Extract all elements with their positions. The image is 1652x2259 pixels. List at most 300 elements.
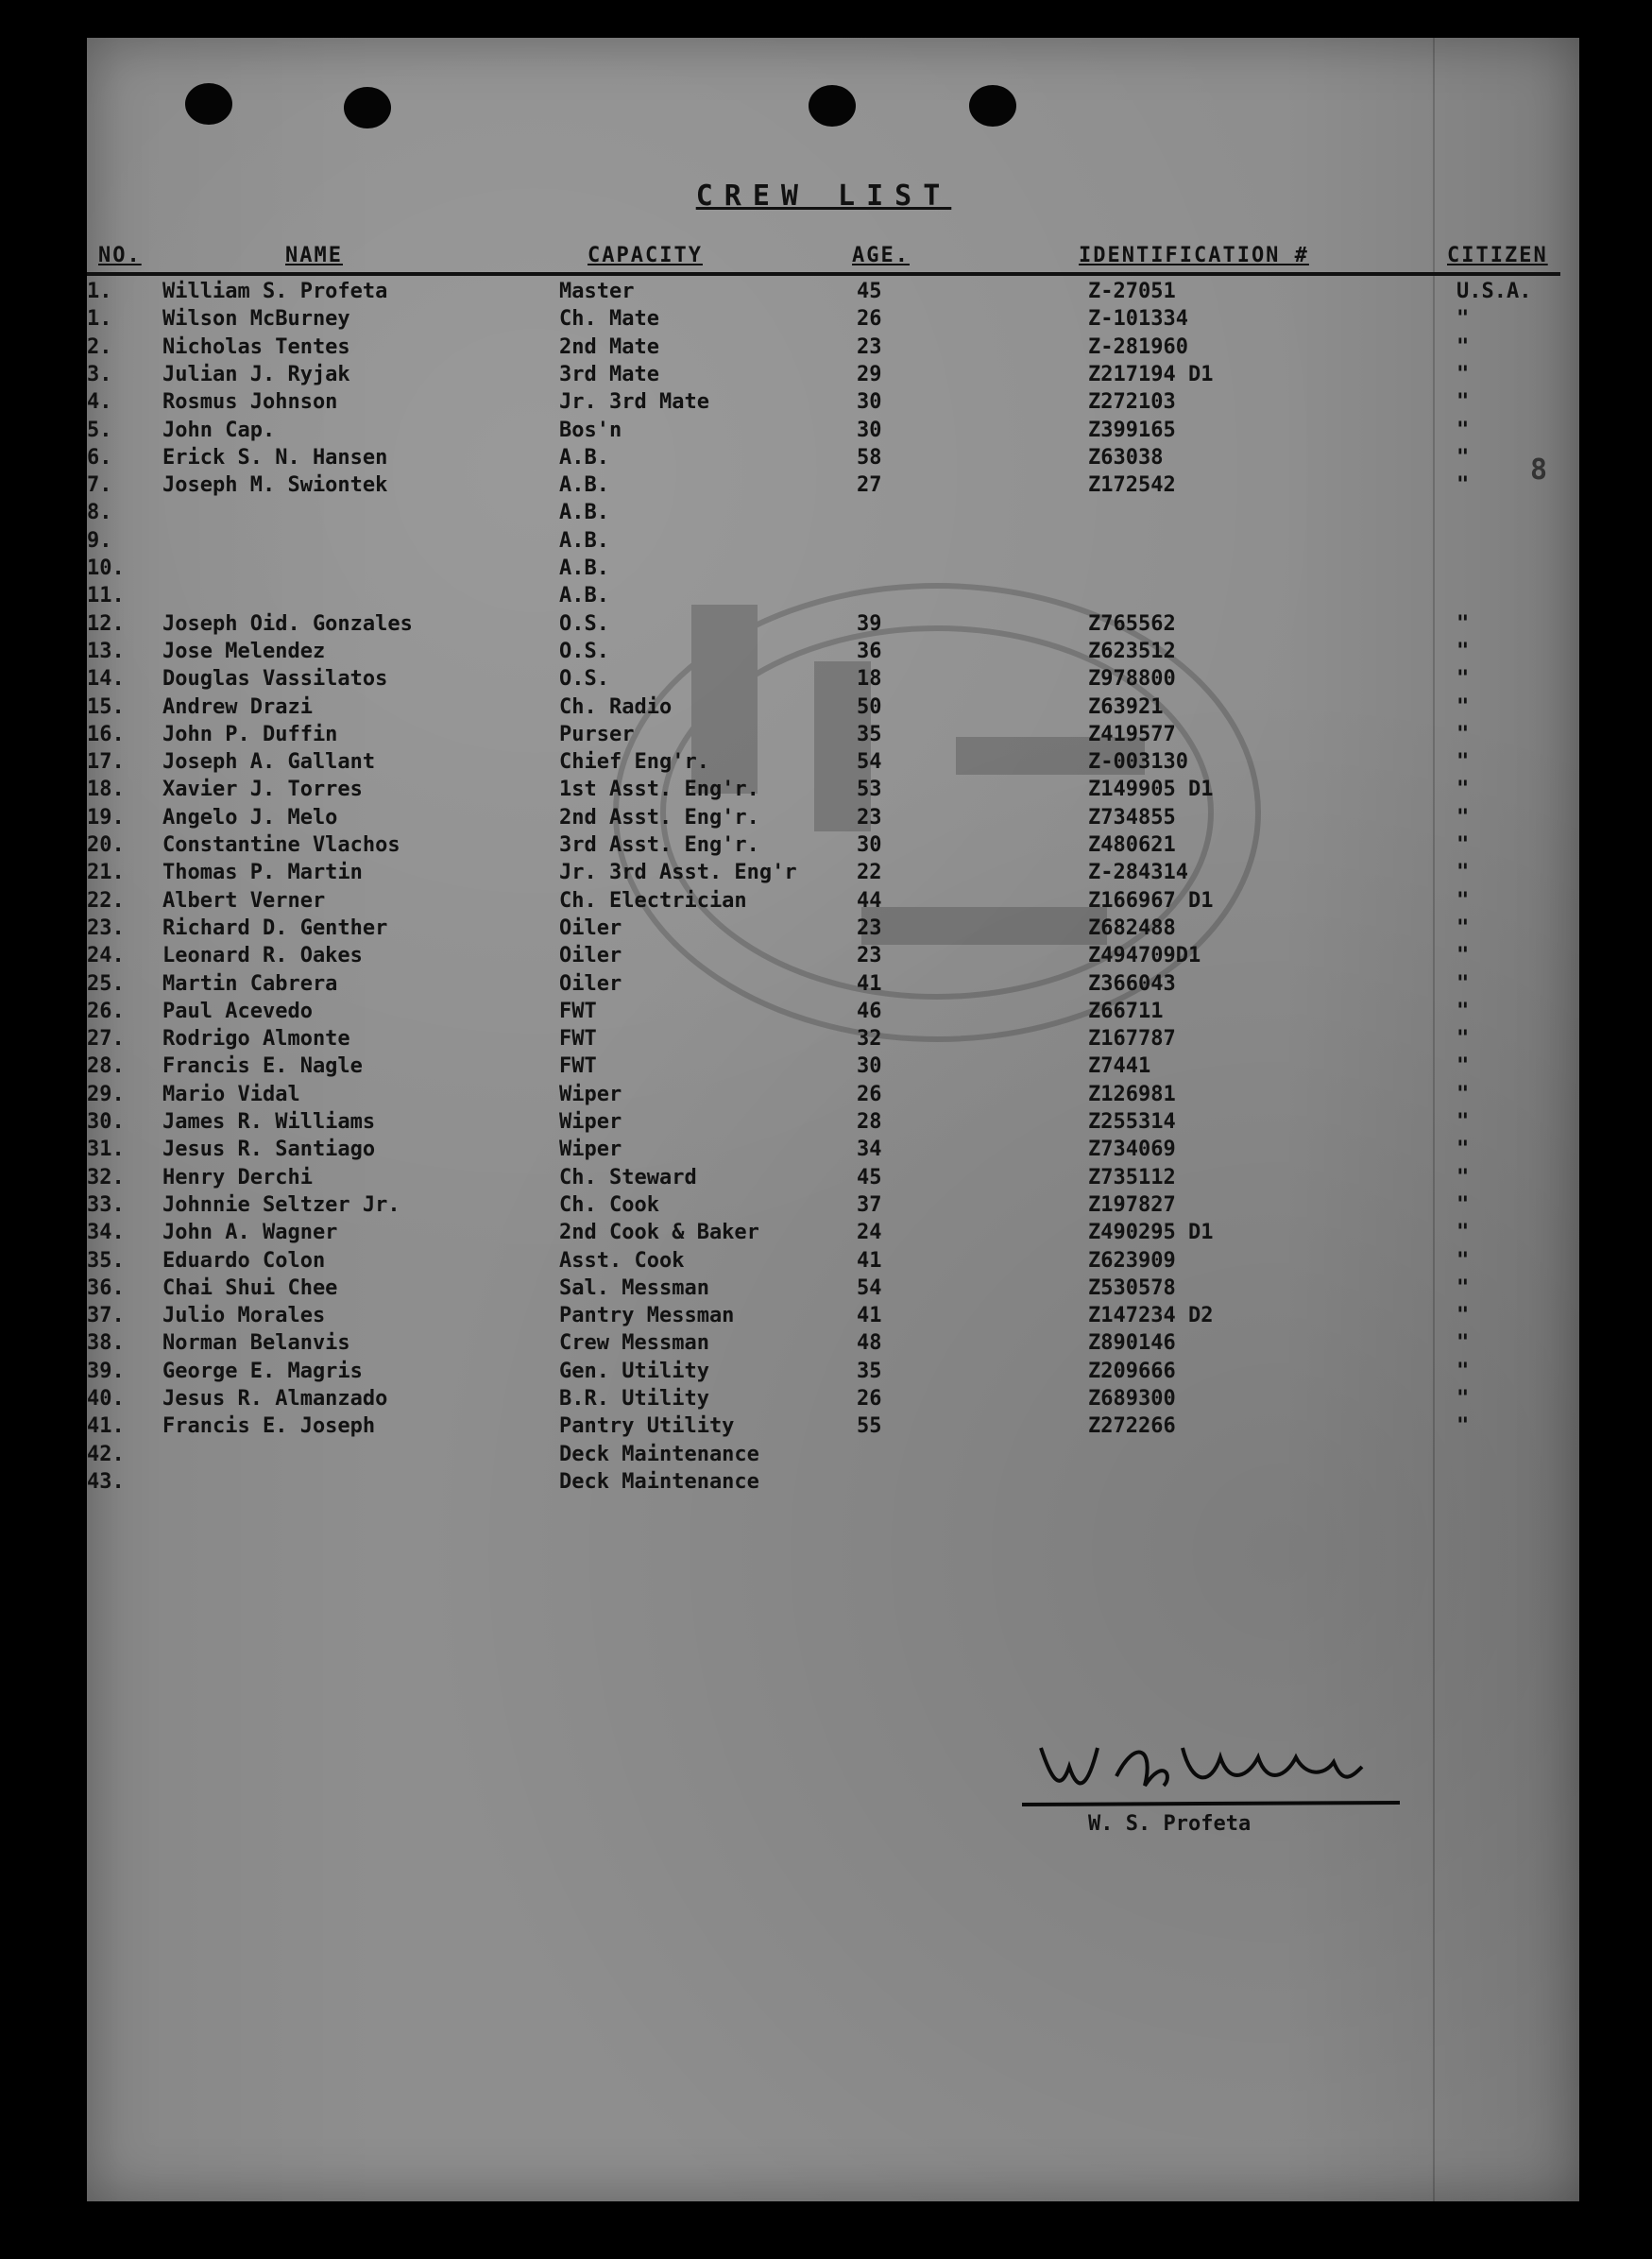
table-row [87, 1331, 1560, 1360]
crew-capacity: Purser [559, 722, 635, 746]
header-capacity: CAPACITY [588, 244, 703, 267]
crew-nationality: " [1456, 418, 1470, 442]
crew-capacity: Wiper [559, 1138, 622, 1162]
crew-name: Julio Morales [162, 1304, 326, 1328]
crew-age: 30 [857, 833, 882, 857]
crew-nationality: " [1456, 445, 1470, 470]
crew-capacity: Oiler [559, 916, 622, 940]
row-number: 20. [87, 833, 125, 857]
table-row [87, 390, 1560, 419]
crew-capacity: 2nd Mate [559, 334, 659, 359]
crew-identification: Z689300 [1088, 1387, 1176, 1411]
table-row [87, 307, 1560, 335]
header-nationality: CITIZEN [1447, 244, 1548, 267]
crew-identification: Z419577 [1088, 722, 1176, 746]
row-number: 1. [87, 307, 112, 332]
row-number: 11. [87, 584, 125, 608]
crew-age: 39 [857, 611, 882, 636]
crew-capacity: 1st Asst. Eng'r. [559, 778, 759, 802]
row-number: 30. [87, 1110, 125, 1134]
crew-nationality: " [1456, 1304, 1470, 1328]
table-row [87, 778, 1560, 806]
crew-name: Jose Melendez [162, 639, 326, 663]
crew-identification: Z166967 D1 [1088, 888, 1214, 913]
crew-age: 58 [857, 445, 882, 470]
crew-nationality: " [1456, 1192, 1470, 1217]
crew-capacity: Master [559, 280, 635, 303]
crew-capacity: Crew Messman [559, 1331, 709, 1356]
row-number: 13. [87, 639, 125, 663]
crew-name: Julian J. Ryjak [162, 362, 350, 386]
table-row [87, 944, 1560, 972]
table-row [87, 1387, 1560, 1415]
crew-nationality: " [1456, 639, 1470, 663]
crew-nationality: " [1456, 916, 1470, 940]
table-row [87, 335, 1560, 364]
crew-age: 45 [857, 1165, 882, 1189]
crew-nationality: " [1456, 694, 1470, 719]
table-row [87, 501, 1560, 529]
crew-age: 23 [857, 916, 882, 940]
crew-age: 27 [857, 473, 882, 498]
crew-name: Chai Shui Chee [162, 1275, 338, 1300]
crew-name: Francis E. Joseph [162, 1414, 376, 1439]
crew-age: 30 [857, 390, 882, 415]
row-number: 12. [87, 611, 125, 636]
crew-identification: Z126981 [1088, 1082, 1176, 1106]
crew-capacity: FWT [559, 1027, 597, 1052]
table-row [87, 363, 1560, 391]
table-row [87, 446, 1560, 474]
table-row [87, 280, 1560, 308]
crew-capacity: A.B. [559, 556, 609, 580]
row-number: 16. [87, 722, 125, 746]
row-number: 28. [87, 1054, 125, 1079]
crew-name: Douglas Vassilatos [162, 667, 388, 692]
crew-name: Mario Vidal [162, 1082, 300, 1106]
crew-name: Eduardo Colon [162, 1248, 326, 1273]
table-row [87, 1470, 1560, 1498]
crew-capacity: Jr. 3rd Asst. Eng'r [559, 861, 797, 885]
table-row [87, 1414, 1560, 1443]
crew-nationality: " [1456, 1221, 1470, 1245]
crew-identification: Z63921 [1088, 694, 1164, 719]
crew-identification: Z682488 [1088, 916, 1176, 940]
header-name: NAME [285, 244, 343, 267]
crew-age: 32 [857, 1027, 882, 1052]
row-number: 24. [87, 944, 125, 968]
crew-nationality: " [1456, 861, 1470, 885]
row-number: 39. [87, 1359, 125, 1383]
crew-identification: Z765562 [1088, 611, 1176, 636]
table-row [87, 1443, 1560, 1471]
crew-age: 22 [857, 861, 882, 885]
crew-nationality: " [1456, 1110, 1470, 1134]
crew-name: Wilson McBurney [162, 307, 350, 332]
crew-nationality: " [1456, 971, 1470, 996]
crew-nationality: " [1456, 1165, 1470, 1189]
crew-identification: Z-281960 [1088, 334, 1188, 359]
crew-nationality: " [1456, 1331, 1470, 1356]
table-row [87, 916, 1560, 945]
crew-capacity: A.B. [559, 528, 609, 553]
crew-identification: Z-101334 [1088, 307, 1188, 332]
crew-nationality: " [1456, 722, 1470, 746]
crew-name: Erick S. N. Hansen [162, 445, 388, 470]
crew-age: 35 [857, 1359, 882, 1383]
crew-age: 23 [857, 944, 882, 968]
crew-age: 50 [857, 694, 882, 719]
crew-nationality: " [1456, 390, 1470, 415]
crew-name: John A. Wagner [162, 1221, 338, 1245]
header-age: AGE. [852, 244, 910, 267]
table-row [87, 1249, 1560, 1277]
row-number: 29. [87, 1082, 125, 1106]
table-row [87, 695, 1560, 724]
crew-identification: Z63038 [1088, 445, 1164, 470]
crew-identification: Z172542 [1088, 473, 1176, 498]
table-row [87, 1083, 1560, 1111]
row-number: 7. [87, 473, 112, 498]
crew-name: Johnnie Seltzer Jr. [162, 1192, 400, 1217]
row-number: 1. [87, 280, 112, 303]
crew-identification: Z272103 [1088, 390, 1176, 415]
crew-capacity: Wiper [559, 1082, 622, 1106]
crew-nationality: " [1456, 1082, 1470, 1106]
crew-identification: Z623512 [1088, 639, 1176, 663]
crew-nationality: " [1456, 1248, 1470, 1273]
punch-hole-icon [185, 83, 232, 125]
crew-nationality: " [1456, 362, 1470, 386]
crew-capacity: O.S. [559, 611, 609, 636]
crew-identification: Z366043 [1088, 971, 1176, 996]
crew-age: 44 [857, 888, 882, 913]
crew-capacity: 3rd Asst. Eng'r. [559, 833, 759, 857]
crew-age: 26 [857, 1387, 882, 1411]
crew-name: Jesus R. Almanzado [162, 1387, 388, 1411]
crew-name: Xavier J. Torres [162, 778, 363, 802]
crew-capacity: Ch. Radio [559, 694, 673, 719]
crew-name: Henry Derchi [162, 1165, 313, 1189]
row-number: 36. [87, 1275, 125, 1300]
crew-age: 34 [857, 1138, 882, 1162]
crew-capacity: B.R. Utility [559, 1387, 709, 1411]
crew-capacity: Oiler [559, 944, 622, 968]
table-row [87, 1193, 1560, 1222]
table-row [87, 1276, 1560, 1305]
crew-capacity: 2nd Cook & Baker [559, 1221, 759, 1245]
table-row [87, 1360, 1560, 1388]
row-number: 2. [87, 334, 112, 359]
crew-nationality: " [1456, 1414, 1470, 1439]
crew-name: John Cap. [162, 418, 276, 442]
punch-hole-icon [344, 87, 391, 128]
crew-age: 41 [857, 971, 882, 996]
crew-capacity: A.B. [559, 445, 609, 470]
crew-nationality: U.S.A. [1456, 280, 1532, 303]
crew-identification: Z-284314 [1088, 861, 1188, 885]
row-number: 26. [87, 999, 125, 1023]
crew-capacity: O.S. [559, 639, 609, 663]
crew-nationality: " [1456, 888, 1470, 913]
row-number: 34. [87, 1221, 125, 1245]
crew-name: Constantine Vlachos [162, 833, 400, 857]
crew-name: Leonard R. Oakes [162, 944, 363, 968]
crew-nationality: " [1456, 1054, 1470, 1079]
punch-hole-icon [969, 85, 1016, 127]
table-row [87, 1221, 1560, 1249]
crew-nationality: " [1456, 833, 1470, 857]
crew-name: Thomas P. Martin [162, 861, 363, 885]
row-number: 42. [87, 1442, 125, 1466]
crew-capacity: Ch. Electrician [559, 888, 747, 913]
crew-name: Angelo J. Melo [162, 805, 338, 830]
table-row [87, 833, 1560, 862]
crew-age: 41 [857, 1304, 882, 1328]
row-number: 27. [87, 1027, 125, 1052]
table-row [87, 750, 1560, 779]
crew-capacity: 2nd Asst. Eng'r. [559, 805, 759, 830]
crew-identification: Z890146 [1088, 1331, 1176, 1356]
table-row [87, 1000, 1560, 1028]
crew-identification: Z7441 [1088, 1054, 1151, 1079]
row-number: 14. [87, 667, 125, 692]
row-number: 32. [87, 1165, 125, 1189]
crew-name: George E. Magris [162, 1359, 363, 1383]
crew-identification: Z255314 [1088, 1110, 1176, 1134]
crew-capacity: Pantry Utility [559, 1414, 735, 1439]
row-number: 10. [87, 556, 125, 580]
table-row [87, 889, 1560, 917]
crew-identification: Z978800 [1088, 667, 1176, 692]
crew-capacity: A.B. [559, 501, 609, 525]
crew-identification: Z530578 [1088, 1275, 1176, 1300]
crew-name: Joseph M. Swiontek [162, 473, 388, 498]
crew-name: James R. Williams [162, 1110, 376, 1134]
crew-name: Joseph Oid. Gonzales [162, 611, 413, 636]
crew-nationality: " [1456, 750, 1470, 775]
row-number: 25. [87, 971, 125, 996]
page-mark: 8 [1530, 454, 1548, 487]
crew-age: 53 [857, 778, 882, 802]
crew-age: 54 [857, 1275, 882, 1300]
crew-identification: Z167787 [1088, 1027, 1176, 1052]
crew-age: 26 [857, 307, 882, 332]
table-row [87, 473, 1560, 502]
header-identification: IDENTIFICATION # [1079, 244, 1309, 267]
crew-age: 48 [857, 1331, 882, 1356]
crew-nationality: " [1456, 778, 1470, 802]
table-row [87, 1027, 1560, 1055]
row-number: 33. [87, 1192, 125, 1217]
crew-identification: Z734069 [1088, 1138, 1176, 1162]
crew-nationality: " [1456, 611, 1470, 636]
row-number: 15. [87, 694, 125, 719]
crew-name: Rodrigo Almonte [162, 1027, 350, 1052]
crew-age: 54 [857, 750, 882, 775]
crew-nationality: " [1456, 1027, 1470, 1052]
crew-age: 18 [857, 667, 882, 692]
row-number: 22. [87, 888, 125, 913]
row-number: 41. [87, 1414, 125, 1439]
header-rule [87, 272, 1560, 276]
row-number: 3. [87, 362, 112, 386]
row-number: 17. [87, 750, 125, 775]
table-row [87, 584, 1560, 612]
crew-capacity: Deck Maintenance [559, 1469, 759, 1494]
crew-age: 36 [857, 639, 882, 663]
table-row [87, 419, 1560, 447]
row-number: 40. [87, 1387, 125, 1411]
page-title: CREW LIST [695, 180, 952, 213]
crew-age: 41 [857, 1248, 882, 1273]
crew-nationality: " [1456, 805, 1470, 830]
row-number: 4. [87, 390, 112, 415]
crew-name: Francis E. Nagle [162, 1054, 363, 1079]
row-number: 5. [87, 418, 112, 442]
table-row [87, 667, 1560, 695]
row-number: 8. [87, 501, 112, 525]
table-row [87, 612, 1560, 641]
crew-identification: Z-003130 [1088, 750, 1188, 775]
crew-age: 23 [857, 805, 882, 830]
crew-nationality: " [1456, 667, 1470, 692]
punch-hole-icon [809, 85, 856, 127]
crew-capacity: A.B. [559, 473, 609, 498]
crew-name: William S. Profeta [162, 280, 388, 303]
crew-identification: Z480621 [1088, 833, 1176, 857]
crew-age: 30 [857, 418, 882, 442]
crew-capacity: Deck Maintenance [559, 1442, 759, 1466]
crew-identification: Z217194 D1 [1088, 362, 1214, 386]
crew-identification: Z147234 D2 [1088, 1304, 1214, 1328]
row-number: 38. [87, 1331, 125, 1356]
crew-nationality: " [1456, 334, 1470, 359]
crew-capacity: Bos'n [559, 418, 622, 442]
table-row [87, 1138, 1560, 1166]
row-number: 35. [87, 1248, 125, 1273]
crew-age: 55 [857, 1414, 882, 1439]
crew-nationality: " [1456, 473, 1470, 498]
crew-capacity: Sal. Messman [559, 1275, 709, 1300]
table-row [87, 972, 1560, 1001]
crew-name: Martin Cabrera [162, 971, 338, 996]
crew-age: 45 [857, 280, 882, 303]
crew-capacity: Jr. 3rd Mate [559, 390, 709, 415]
crew-identification: Z197827 [1088, 1192, 1176, 1217]
crew-capacity: O.S. [559, 667, 609, 692]
document-page [87, 38, 1579, 2201]
crew-capacity: Ch. Cook [559, 1192, 659, 1217]
table-row [87, 1304, 1560, 1332]
row-number: 43. [87, 1469, 125, 1494]
crew-identification: Z66711 [1088, 999, 1164, 1023]
header-no: NO. [98, 244, 142, 267]
crew-age: 23 [857, 334, 882, 359]
row-number: 31. [87, 1138, 125, 1162]
crew-identification: Z149905 D1 [1088, 778, 1214, 802]
crew-capacity: Ch. Mate [559, 307, 659, 332]
crew-capacity: 3rd Mate [559, 362, 659, 386]
crew-capacity: A.B. [559, 584, 609, 608]
crew-age: 37 [857, 1192, 882, 1217]
crew-identification: Z734855 [1088, 805, 1176, 830]
table-row [87, 529, 1560, 557]
crew-age: 28 [857, 1110, 882, 1134]
crew-nationality: " [1456, 944, 1470, 968]
row-number: 19. [87, 805, 125, 830]
crew-name: Rosmus Johnson [162, 390, 338, 415]
crew-capacity: Oiler [559, 971, 622, 996]
row-number: 6. [87, 445, 112, 470]
table-row [87, 1110, 1560, 1138]
crew-capacity: Pantry Messman [559, 1304, 735, 1328]
crew-age: 29 [857, 362, 882, 386]
crew-age: 35 [857, 722, 882, 746]
crew-nationality: " [1456, 999, 1470, 1023]
table-row [87, 556, 1560, 585]
crew-identification: Z272266 [1088, 1414, 1176, 1439]
signature [1022, 1720, 1400, 1814]
crew-age: 24 [857, 1221, 882, 1245]
crew-identification: Z209666 [1088, 1359, 1176, 1383]
crew-name: Albert Verner [162, 888, 326, 913]
table-row [87, 723, 1560, 751]
crew-name: Andrew Drazi [162, 694, 313, 719]
crew-nationality: " [1456, 1359, 1470, 1383]
crew-name: Paul Acevedo [162, 999, 313, 1023]
crew-name: Joseph A. Gallant [162, 750, 376, 775]
crew-nationality: " [1456, 1275, 1470, 1300]
crew-name: John P. Duffin [162, 722, 338, 746]
row-number: 21. [87, 861, 125, 885]
crew-capacity: FWT [559, 999, 597, 1023]
crew-capacity: Ch. Steward [559, 1165, 697, 1189]
crew-name: Richard D. Genther [162, 916, 388, 940]
crew-age: 26 [857, 1082, 882, 1106]
row-number: 18. [87, 778, 125, 802]
table-row [87, 861, 1560, 889]
crew-identification: Z623909 [1088, 1248, 1176, 1273]
crew-capacity: Chief Eng'r. [559, 750, 709, 775]
crew-capacity: Gen. Utility [559, 1359, 709, 1383]
crew-capacity: FWT [559, 1054, 597, 1079]
crew-capacity: Wiper [559, 1110, 622, 1134]
table-row [87, 640, 1560, 668]
crew-name: Jesus R. Santiago [162, 1138, 376, 1162]
table-row [87, 1054, 1560, 1083]
crew-nationality: " [1456, 1387, 1470, 1411]
crew-name: Norman Belanvis [162, 1331, 350, 1356]
row-number: 37. [87, 1304, 125, 1328]
crew-nationality: " [1456, 1138, 1470, 1162]
crew-capacity: Asst. Cook [559, 1248, 685, 1273]
table-row [87, 806, 1560, 834]
crew-identification: Z-27051 [1088, 280, 1176, 303]
crew-name: Nicholas Tentes [162, 334, 350, 359]
crew-identification: Z494709D1 [1088, 944, 1201, 968]
signatory-name: W. S. Profeta [1088, 1812, 1252, 1836]
row-number: 23. [87, 916, 125, 940]
crew-identification: Z735112 [1088, 1165, 1176, 1189]
crew-identification: Z399165 [1088, 418, 1176, 442]
crew-identification: Z490295 D1 [1088, 1221, 1214, 1245]
crew-age: 30 [857, 1054, 882, 1079]
row-number: 9. [87, 528, 112, 553]
crew-nationality: " [1456, 307, 1470, 332]
crew-age: 46 [857, 999, 882, 1023]
table-row [87, 1166, 1560, 1194]
